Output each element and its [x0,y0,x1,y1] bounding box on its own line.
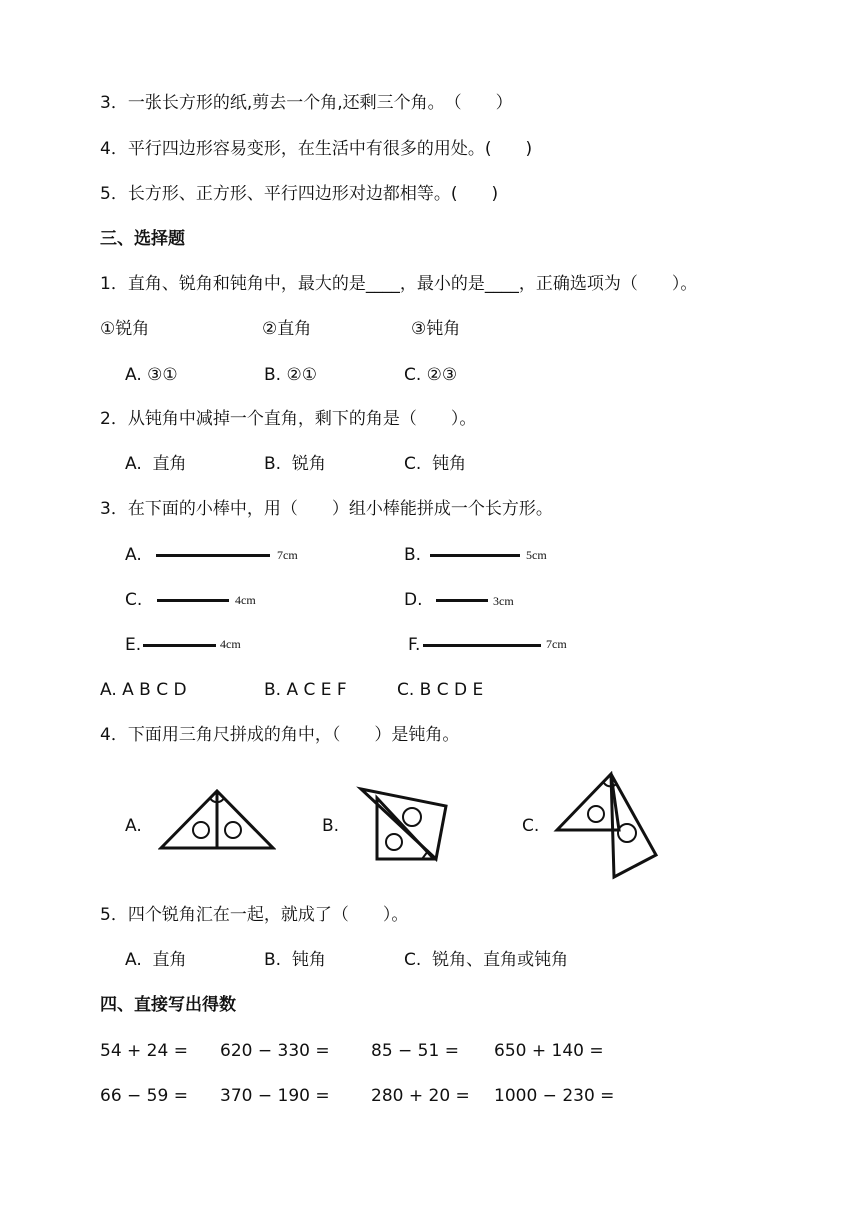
stick-b-letter: B. [404,545,422,565]
stick-c-letter: C. [125,590,143,610]
stick-f [423,644,541,647]
calc-r1-c1: 54 + 24 = [100,1041,188,1061]
figure-a-label: A. [125,816,142,836]
stick-e-length: 4cm [220,637,241,651]
stick-c [157,599,229,602]
triangle-figure-a [158,788,276,852]
calc-r2-c4: 1000 − 230 = [494,1086,615,1106]
q1-item-1: ①锐角 [100,319,150,339]
q1-item-2: ②直角 [262,319,312,339]
q3-choice-c: C. B C D E [397,680,484,700]
q5-choice-c: C. 锐角、直角或钝角 [404,950,569,970]
triangle-figure-b [356,785,450,863]
q1-choice-a: A. ③① [125,365,178,385]
calc-r1-c4: 650 + 140 = [494,1041,604,1061]
judge-question-4: 4．平行四边形容易变形，在生活中有很多的用处。( ) [100,139,533,159]
calc-r2-c3: 280 + 20 = [371,1086,470,1106]
q2-choice-a: A. 直角 [125,454,187,474]
q1-choice-c: C. ②③ [404,365,458,385]
choice-question-3: 3．在下面的小棒中，用（ ）组小棒能拼成一个长方形。 [100,499,553,519]
stick-e [143,644,216,647]
q1-choice-b: B. ②① [264,365,317,385]
calc-r2-c1: 66 − 59 = [100,1086,188,1106]
choice-question-2: 2．从钝角中减掉一个直角，剩下的角是（ ）。 [100,409,477,429]
stick-a-letter: A. [125,545,142,565]
section-title-calc: 四、直接写出得数 [100,995,236,1015]
q1-item-3: ③钝角 [411,319,461,339]
stick-a-length: 7cm [277,548,298,562]
stick-d-length: 3cm [493,594,514,608]
stick-b-length: 5cm [526,548,547,562]
stick-e-letter: E. [125,635,142,655]
q3-choice-b: B. A C E F [264,680,347,700]
judge-question-3: 3．一张长方形的纸,剪去一个角,还剩三个角。 （ ） [100,93,513,113]
triangle-figure-c [553,771,661,881]
q2-choice-c: C. 钝角 [404,454,467,474]
calc-r1-c3: 85 − 51 = [371,1041,459,1061]
q3-choice-a: A. A B C D [100,680,187,700]
judge-question-5: 5．长方形、正方形、平行四边形对边都相等。( ) [100,184,499,204]
choice-question-1: 1．直角、锐角和钝角中，最大的是____，最小的是____，正确选项为（ ）。 [100,274,698,294]
stick-c-length: 4cm [235,593,256,607]
section-title-choice: 三、选择题 [100,229,185,249]
choice-question-5: 5．四个锐角汇在一起，就成了（ ）。 [100,905,409,925]
q5-choice-a: A. 直角 [125,950,187,970]
stick-a [156,554,270,557]
stick-b [430,554,520,557]
stick-f-length: 7cm [546,637,567,651]
stick-d [436,599,488,602]
calc-r2-c2: 370 − 190 = [220,1086,330,1106]
stick-d-letter: D. [404,590,423,610]
figure-c-label: C. [522,816,540,836]
figure-b-label: B. [322,816,340,836]
stick-f-letter: F. [408,635,421,655]
q5-choice-b: B. 钝角 [264,950,326,970]
q2-choice-b: B. 锐角 [264,454,326,474]
choice-question-4: 4．下面用三角尺拼成的角中，（ ）是钝角。 [100,725,460,745]
calc-r1-c2: 620 − 330 = [220,1041,330,1061]
